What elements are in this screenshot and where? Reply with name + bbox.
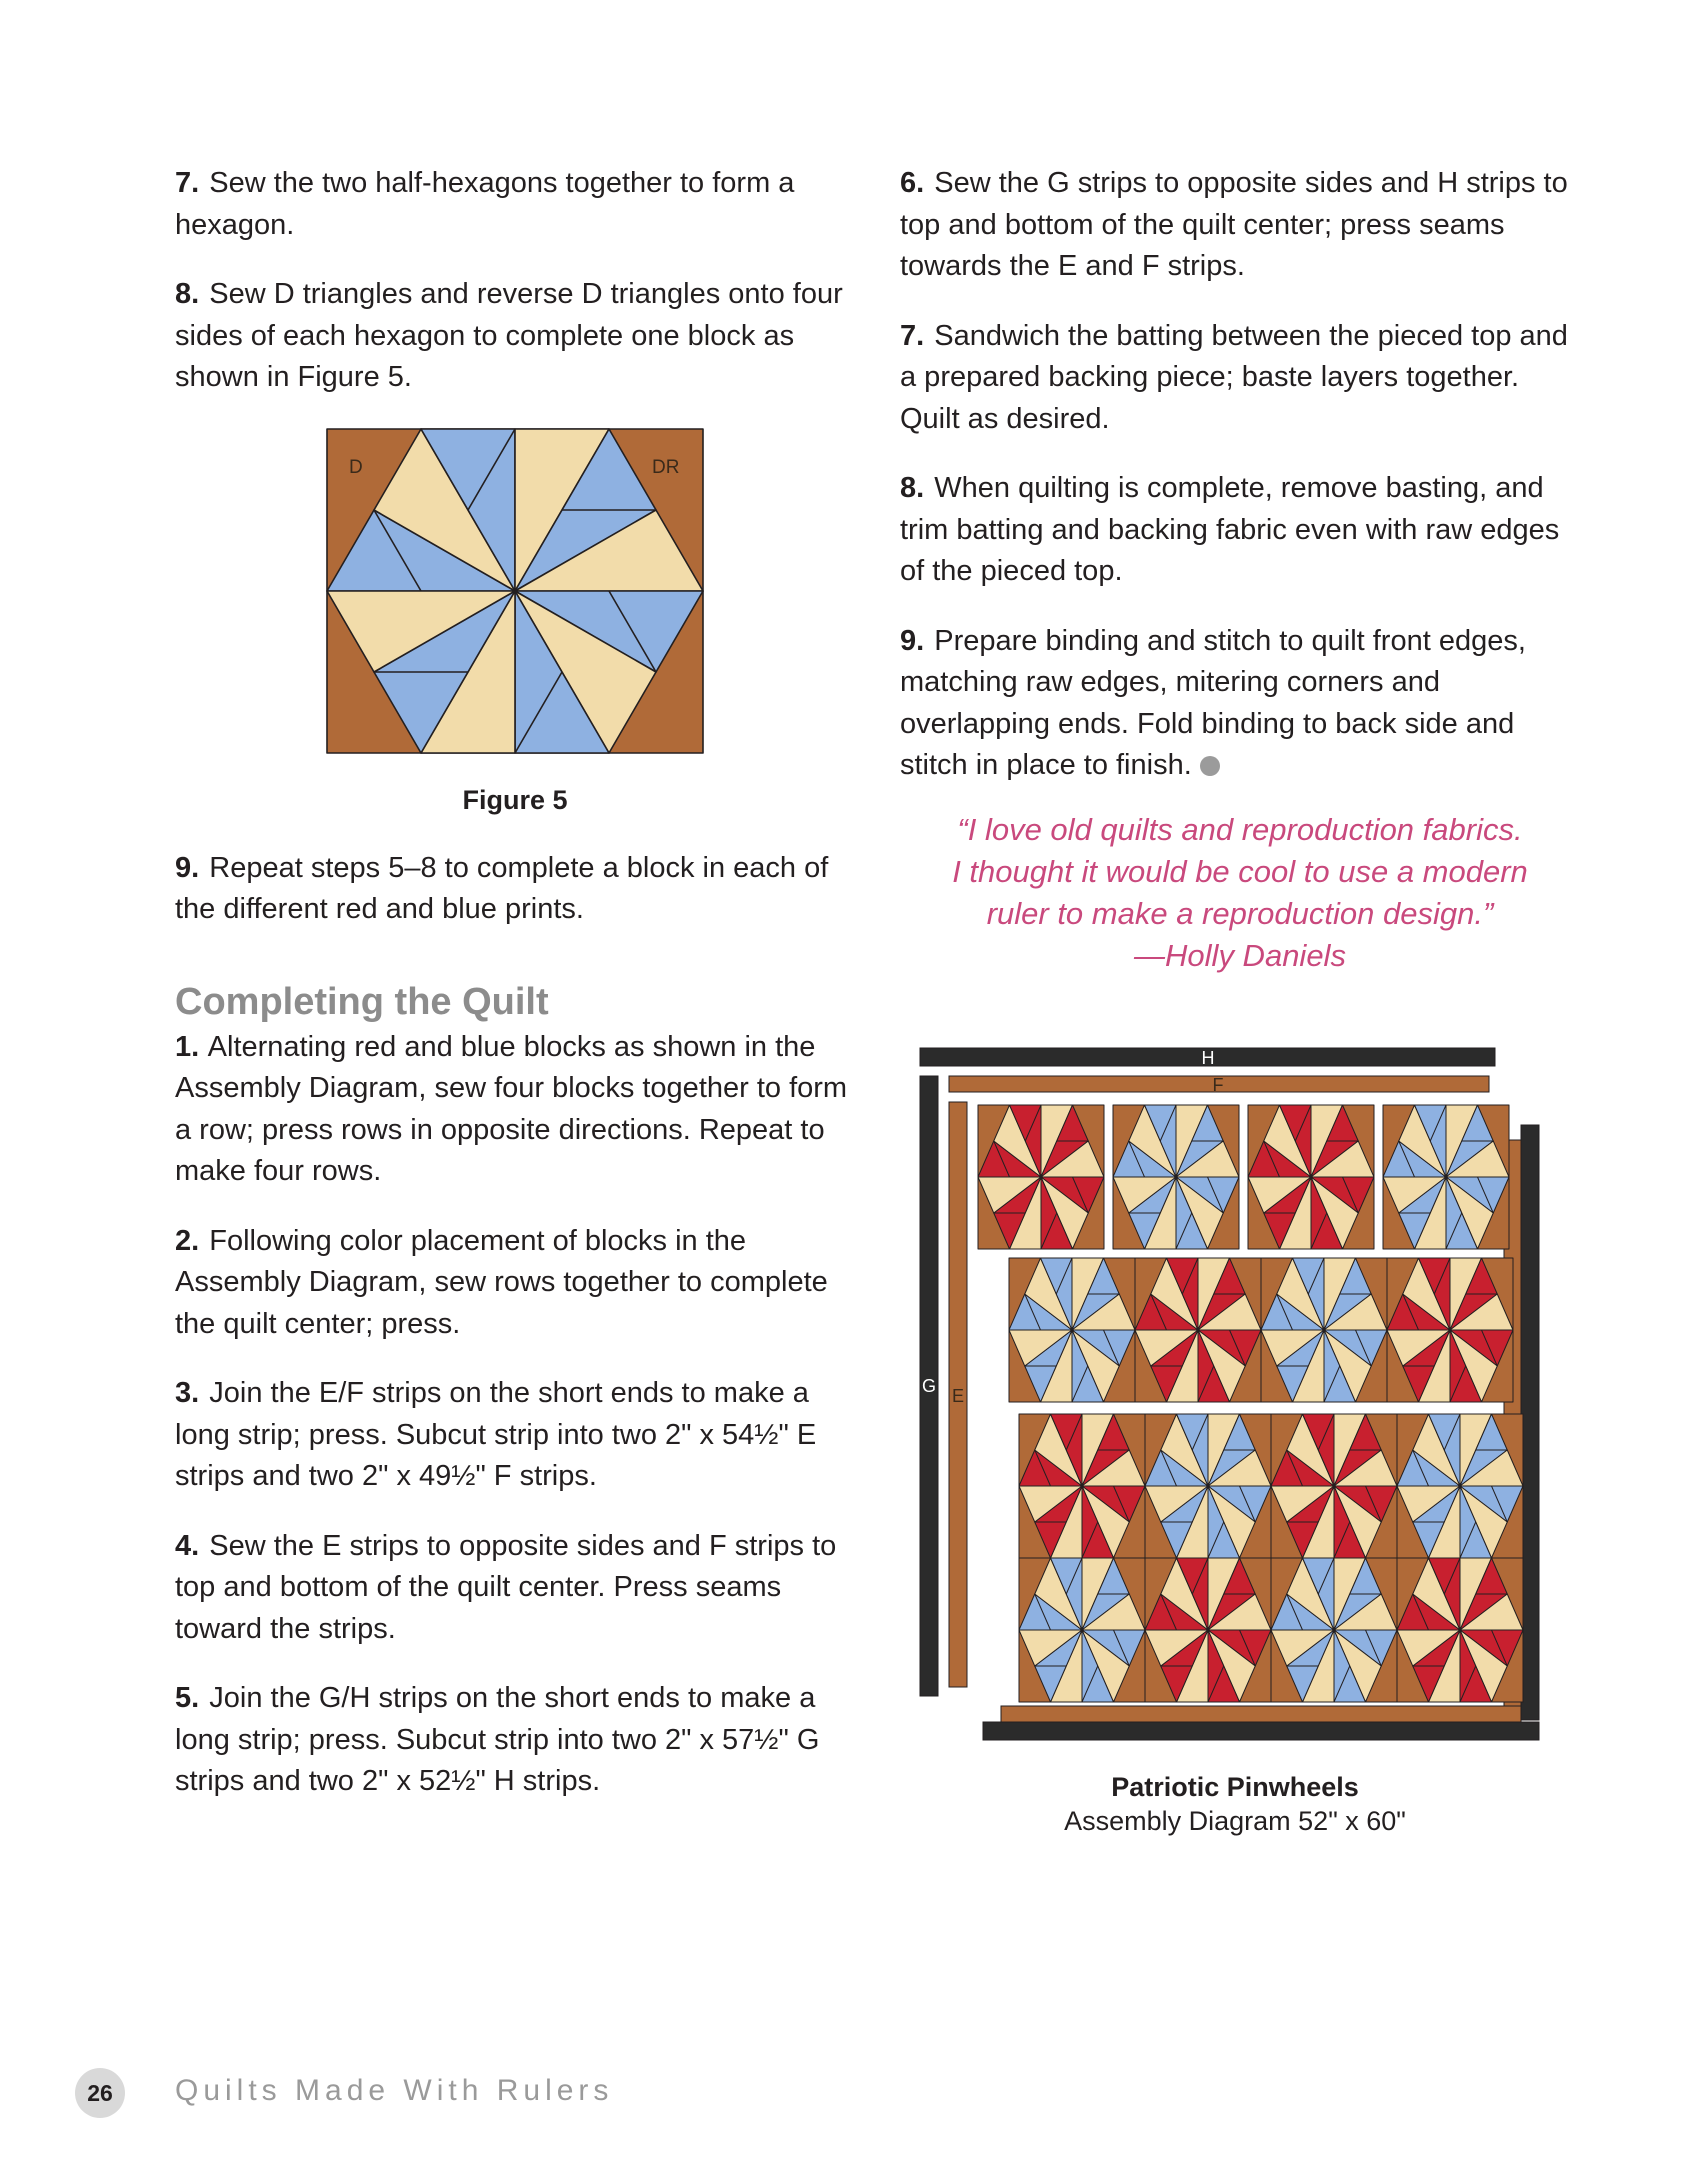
label-e: E: [951, 1386, 965, 1406]
step-9-left: [175, 848, 855, 931]
assembly-caption-subtitle: Assembly Diagram 52" x 60": [1064, 1806, 1406, 1836]
step-text: Following color placement of blocks in the Assembly Diagram, sew rows together to complete the quilt center; press.: [175, 1224, 828, 1340]
quilt-block: [1271, 1414, 1397, 1558]
right-step-1: [900, 163, 1580, 288]
left-column: [175, 163, 855, 1831]
step-number: 1.: [175, 1030, 200, 1063]
step-text: Sandwich the batting between the pieced top and a prepared backing piece; baste layers together. Quilt as desired.: [900, 319, 1568, 435]
step-text: Sew D triangles and reverse D triangles onto four sides of each hexagon to complete one block as shown in Figure 5.: [175, 278, 843, 393]
label-dr: DR: [652, 456, 680, 478]
book-title: Quilts Made With Rulers: [175, 2074, 614, 2107]
quilt-block: [1019, 1558, 1145, 1702]
quote-line: ruler to make a reproduction design.”: [986, 895, 1494, 931]
steps-list-right: [900, 163, 1580, 787]
end-bullet-icon: [1200, 756, 1220, 776]
section-title: Completing the Quilt: [175, 980, 549, 1023]
figure-5-caption: Figure 5: [462, 784, 568, 815]
top-step-1: [175, 163, 855, 246]
right-step-3: [900, 468, 1580, 593]
label-f: F: [1212, 1075, 1224, 1095]
step-text: Join the G/H strips on the short ends to make a long strip; press. Subcut strip into two 2" x 57½" G strips and two 2" x 52½" H strips.: [175, 1682, 820, 1797]
h-strip-bottom: [983, 1722, 1539, 1740]
step-number: 3.: [175, 1377, 200, 1409]
quilt-block: [1145, 1558, 1271, 1702]
step-number: 7.: [175, 167, 200, 199]
completing-step-3: [175, 1373, 855, 1498]
quilt-block: [1248, 1105, 1374, 1249]
assembly-diagram: [915, 1040, 1565, 1760]
step-text: Prepare binding and stitch to quilt front edges, matching raw edges, mitering corners and overlapping ends. Fold binding to back side and stitch in place to finish.: [900, 624, 1526, 781]
steps-list-completing: [175, 1027, 855, 1803]
quilt-block: [978, 1105, 1104, 1249]
step-number: 7.: [900, 319, 925, 352]
step-number: 9.: [900, 624, 925, 657]
step-number: 2.: [175, 1224, 200, 1257]
quilt-block: [1009, 1258, 1135, 1402]
label-d: D: [349, 456, 363, 478]
figure-5-block-diagram: [325, 427, 705, 755]
quilt-block: [1145, 1414, 1271, 1558]
g-strip-right: [1521, 1125, 1539, 1720]
step-text: When quilting is complete, remove basting, and trim batting and backing fabric even with raw edges of the pieced top.: [900, 472, 1560, 587]
quilt-block: [1387, 1258, 1513, 1402]
completing-step-2: [175, 1221, 855, 1346]
step-text: Sew the E strips to opposite sides and F strips to top and bottom of the quilt center. Press seams toward the strips.: [175, 1529, 837, 1645]
figure-5: [175, 427, 855, 816]
quote-line: “I love old quilts and reproduction fabrics.: [957, 811, 1523, 847]
step-number: 8.: [175, 278, 200, 310]
quote-line: —Holly Daniels: [1134, 937, 1346, 973]
step-number: 4.: [175, 1529, 200, 1562]
quilt-block: [1135, 1258, 1261, 1402]
completing-step-1: [175, 1027, 855, 1193]
f-strip-bottom: [1001, 1706, 1521, 1722]
step-text: Sew the two half-hexagons together to form a hexagon.: [175, 167, 795, 241]
quilt-block: [1019, 1414, 1145, 1558]
quilt-block: [1397, 1558, 1523, 1702]
step-text: Sew the G strips to opposite sides and H strips to top and bottom of the quilt center; press seams towards the E and F strips.: [900, 167, 1568, 282]
step-number: 6.: [900, 167, 925, 199]
completing-step-5: [175, 1678, 855, 1803]
step-number: 9.: [175, 851, 200, 884]
quilt-block: [1271, 1558, 1397, 1702]
assembly-caption-title: Patriotic Pinwheels: [1111, 1772, 1359, 1802]
step-text: Repeat steps 5–8 to complete a block in each of the different red and blue prints.: [175, 851, 829, 925]
quilt-block: [1113, 1105, 1239, 1249]
right-column: [900, 163, 1580, 977]
page-number: 26: [75, 2068, 125, 2118]
assembly-caption: [900, 1770, 1570, 1838]
quilt-block: [1261, 1258, 1387, 1402]
steps-list-top: [175, 163, 855, 399]
designer-quote: [900, 809, 1580, 977]
right-step-2: [900, 316, 1580, 441]
step-number: 5.: [175, 1682, 200, 1714]
completing-step-4: [175, 1526, 855, 1651]
quote-line: I thought it would be cool to use a modern: [952, 853, 1528, 889]
top-step-2: [175, 274, 855, 399]
step-text: Alternating red and blue blocks as shown in the Assembly Diagram, sew four blocks together to form a row; press rows in opposite directions. Repeat to make four rows.: [175, 1030, 848, 1187]
step-text: Join the E/F strips on the short ends to make a long strip; press. Subcut strip into two 2" x 54½" E strips and two 2" x 49½" F strips.: [175, 1377, 817, 1492]
quilt-block: [1383, 1105, 1509, 1249]
page-footer: [75, 2068, 775, 2118]
label-h: H: [1201, 1048, 1215, 1068]
quilt-block: [1397, 1414, 1523, 1558]
quilt-block: [327, 429, 703, 753]
step-number: 8.: [900, 472, 925, 504]
right-step-4: [900, 621, 1580, 787]
label-g: G: [921, 1376, 937, 1396]
